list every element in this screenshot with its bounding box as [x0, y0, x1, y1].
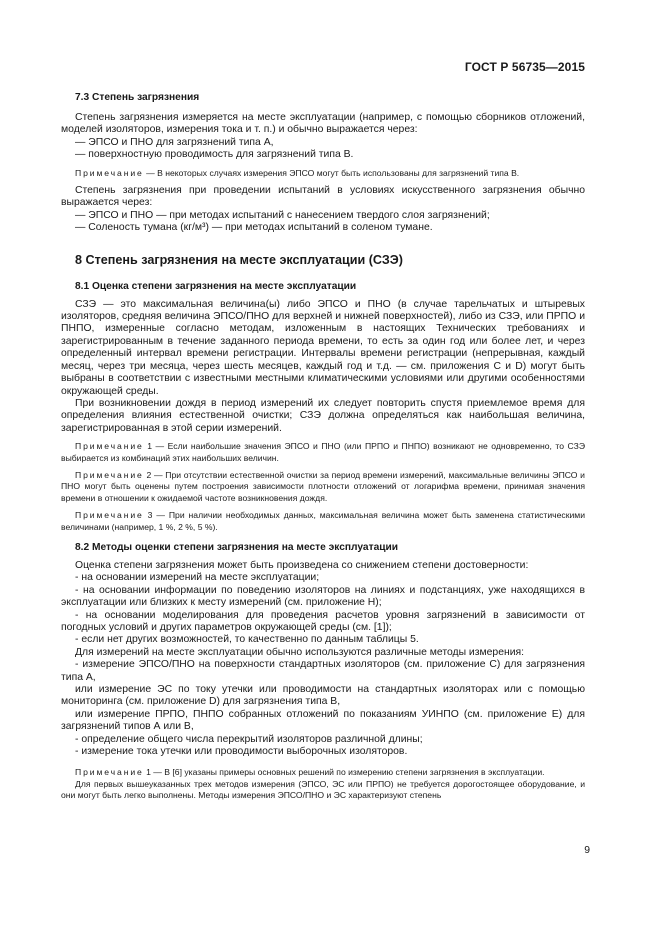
note-label: Примечание [75, 469, 144, 480]
list-item: - на основании измерений на месте эксплуатации; [75, 572, 320, 584]
note-text: 2 — При отсутствии естественной очистки за период времени измерений, максимальные величины ЭПСО и ПНО могут быть оценены путем построения зависимости плотности отложений от логарифма времени, принимая значения времени в отношении к ожидаемой частоте возникновения дождя. [61, 469, 585, 503]
list-item: - измерение ЭПСО/ПНО на поверхности стандартных изоляторов (см. приложение С) для загрязнения типа А, [61, 659, 585, 683]
list-item: или измерение ПРПО, ПНПО собранных отложений по показаниям УИНПО (см. приложение Е) для загрязнений типов А или В, [61, 708, 585, 733]
list-item: - измерение тока утечки или проводимости выборочных изоляторов. [75, 746, 408, 758]
list-item: - на основании информации по поведению изоляторов на линиях и подстанциях, уже находящихся в эксплуатации или близких к месту измерений (см. приложение Н); [61, 584, 585, 609]
list-item: - определение общего числа перекрытий изоляторов различной длины; [75, 733, 423, 745]
paragraph: При возникновении дождя в период измерений их следует повторить спустя приемлемое время для определения влияния естественной очистки; СЗЭ должна определяться как наибольшая величина, зарегистрированная в этой серии измерений. [61, 397, 585, 434]
section-8-heading: 8 Степень загрязнения на месте эксплуатации (СЗЭ) [75, 252, 403, 267]
note-text: — В некоторых случаях измерения ЭПСО могут быть использованы для загрязнений типа В. [143, 167, 520, 178]
paragraph: СЗЭ — это максимальная величина(ы) либо ЭПСО и ПНО (в случае тарельчатых и штыревых изоляторов, средняя величина ЭПСО/ПНО для верхней и нижней поверхностей), либо из СЗЭ, или ПРПО и ПНПО, измеренные согласно методам, изложенным в настоящих Технических требованиях и зарегистрированным в течение заданного периода времени, то есть за один год или более лет, и через определенный интервал времени регистрации. Интервалы времени регистрации (непрерывная, каждый месяц, через три месяца, через шесть месяцев, каждый год и т.д. — см. приложения С и D) могут быть выбраны в соответствии с известными местными климатическими условиями или другими особенностями окружающей среды. [61, 298, 585, 397]
list-item: - если нет других возможностей, то качественно по данным таблицы 5. [75, 634, 419, 646]
note-label: Примечание [75, 167, 144, 178]
note [61, 168, 585, 179]
note-text: 1 — Если наибольшие значения ЭПСО и ПНО (или ПРПО и ПНПО) возникают не одновременно, то СЗЭ выбирается из комбинаций этих наибольших величин. [61, 441, 585, 463]
list-item: - на основании моделирования для проведения расчетов уровня загрязнений в зависимости от погодных условий и других параметров окружающей среды (см. [1]); [61, 609, 585, 633]
note-text: 3 — При наличии необходимых данных, максимальная величина может быть заменена статистическими величинами (например, 1 %, 2 %, 5 %). [61, 510, 585, 532]
list-item: — поверхностную проводимость для загрязнений типа В. [75, 149, 354, 161]
paragraph: Для измерений на месте эксплуатации обычно используются различные методы измерения: [75, 646, 525, 658]
section-8-2-heading: 8.2 Методы оценки степени загрязнения на месте эксплуатации [75, 541, 399, 553]
paragraph: Степень загрязнения измеряется на месте эксплуатации (например, с помощью сборников отложений, моделей изоляторов, измерения тока и т. п.) и обычно выражается через: [61, 112, 585, 136]
note [61, 767, 585, 778]
note [61, 510, 585, 533]
list-item: или измерение ЭС по току утечки или проводимости на стандартных изоляторах или с помощью мониторинга (см. приложение D) для загрязнения типа В, [61, 684, 585, 708]
document-code: ГОСТ Р 56735—2015 [464, 60, 585, 74]
content [61, 92, 585, 802]
section-8-1-heading: 8.1 Оценка степени загрязнения на месте эксплуатации [75, 280, 357, 292]
list-item: — ЭПСО и ПНО — при методах испытаний с нанесением твердого слоя загрязнений; [75, 209, 490, 221]
section-7-3-heading: 7.3 Степень загрязнения [75, 92, 200, 103]
page-number: 9 [584, 845, 590, 856]
note [61, 441, 585, 464]
note-continuation: Для первых вышеуказанных трех методов измерения (ЭПСО, ЭС или ПРПО) не требуется дорогостоящее оборудование, и они могут быть легко выполнены. Методы измерения ЭПСО/ПНО и ЭС характеризуют степень [61, 778, 585, 801]
note-label: Примечание [75, 441, 144, 452]
paragraph: Степень загрязнения при проведении испытаний в условиях искусственного загрязнения обычно выражается через: [61, 185, 585, 209]
list-item: — Соленость тумана (кг/м³) — при методах испытаний в соленом тумане. [75, 222, 433, 234]
note-label: Примечание [75, 767, 144, 778]
list-item: — ЭПСО и ПНО для загрязнений типа А, [75, 136, 274, 148]
note-text: 1 — В [6] указаны примеры основных решений по измерению степени загрязнения в эксплуатации. [143, 767, 545, 778]
paragraph: Оценка степени загрязнения может быть произведена со снижением степени достоверности: [75, 559, 529, 571]
note [61, 470, 585, 504]
note-label: Примечание [75, 510, 144, 521]
